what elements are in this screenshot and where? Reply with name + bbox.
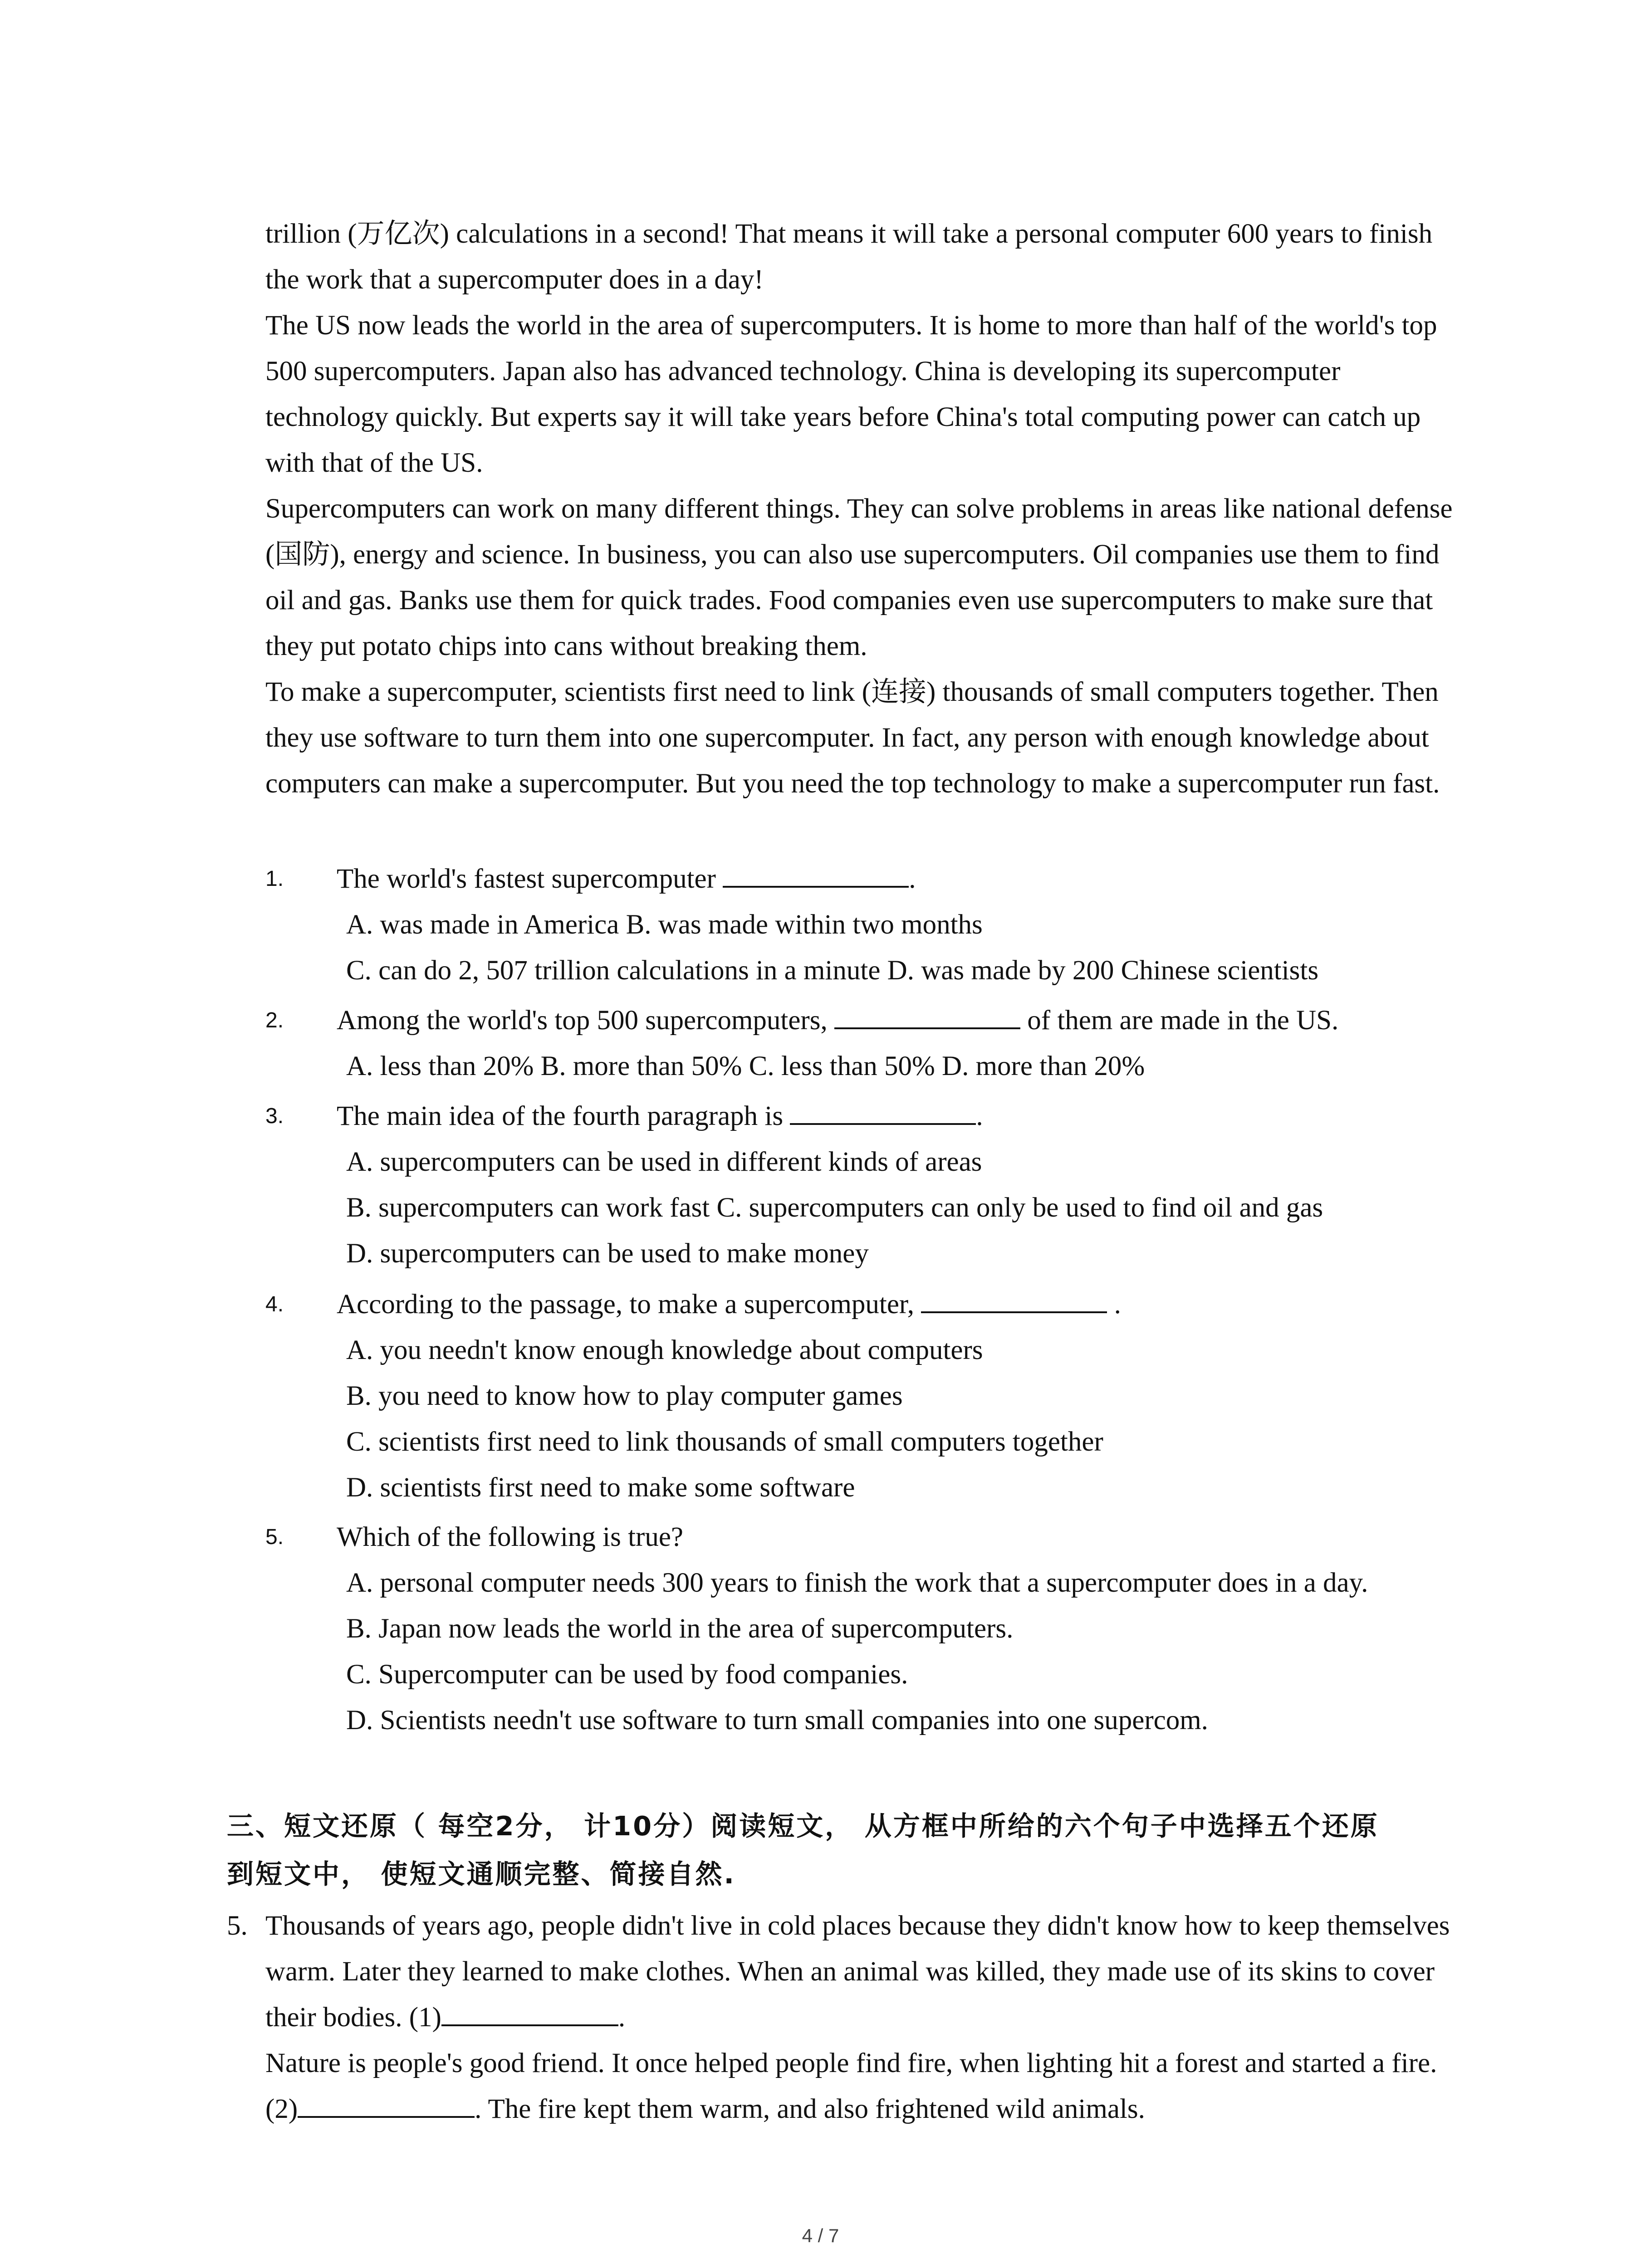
section-heading-line: 三、短文还原（ 每空2分， 计10分）阅读短文， 从方框中所给的六个句子中选择五个还原 <box>227 1810 1379 1842</box>
answer-blank[interactable] <box>834 999 1020 1029</box>
question-number: 1. <box>265 867 284 891</box>
page-number: 4 / 7 <box>802 2225 839 2246</box>
answer-blank[interactable] <box>921 1283 1107 1313</box>
option-line: A. personal computer needs 300 years to finish the work that a supercomputer does in a day. <box>346 1568 1368 1598</box>
question-5 <box>265 1514 1468 1743</box>
question-1 <box>265 856 1468 993</box>
option-line: B. you need to know how to play computer games <box>346 1381 903 1411</box>
option-line: A. you needn't know enough knowledge about computers <box>346 1335 983 1365</box>
passage-paragraph-2: The US now leads the world in the area of supercomputers. It is home to more than half of the world's top 500 supercomputers. Japan also has advanced technology. China is developing its supercomputer technology quickly. But experts say it will take years before China's total computing power can catch up with that of the US. <box>265 310 1437 478</box>
question-stem: Which of the following is true? <box>337 1522 683 1552</box>
passage-paragraph-3: Supercomputers can work on many different things. They can solve problems in areas like national defense (国防), energy and science. In business, you can also use supercomputers. Oil companies use them to find oil and gas. Banks use them for quick trades. Food companies even use supercomputers to make sure that they put potato chips into cans without breaking them. <box>265 494 1453 661</box>
passage-paragraph-4: To make a supercomputer, scientists first need to link (连接) thousands of small computers together. Then they use software to turn them into one supercomputer. In fact, any person with enough knowledge about computers can make a supercomputer. But you need the top technology to make a supercomputer run fast. <box>265 677 1440 799</box>
option-line: D. Scientists needn't use software to turn small companies into one supercom. <box>346 1705 1208 1735</box>
section-heading-line: 到短文中， 使短文通顺完整、简接自然. <box>227 1858 736 1890</box>
task-paragraph-1: Thousands of years ago, people didn't live in cold places because they didn't know how to keep themselves warm. Later they learned to make clothes. When an animal was killed, they made use of its skins to cover their bodies. (1) . <box>265 1911 1450 2033</box>
question-number: 2. <box>265 1008 284 1032</box>
option-line: D. supercomputers can be used to make money <box>346 1238 869 1269</box>
option-line: A. less than 20% B. more than 50% C. less than 50% D. more than 20% <box>346 1051 1145 1081</box>
question-number: 3. <box>265 1104 284 1128</box>
option-line: A. was made in America B. was made within two months <box>346 909 983 940</box>
question-4 <box>265 1281 1468 1510</box>
reading-passage <box>265 211 1454 807</box>
answer-blank[interactable] <box>723 858 909 888</box>
task-number: 5. <box>227 1911 248 1941</box>
option-line: B. Japan now leads the world in the area of supercomputers. <box>346 1613 1014 1644</box>
question-3 <box>265 1093 1468 1276</box>
answer-blank-1[interactable] <box>441 1996 618 2026</box>
answer-blank-2[interactable] <box>298 2088 475 2118</box>
question-stem: According to the passage, to make a supercomputer, . <box>337 1281 1468 1327</box>
question-2 <box>265 997 1468 1089</box>
passage-paragraph-1: trillion (万亿次) calculations in a second! That means it will take a personal computer 600 years to finish the work that a supercomputer does in a day! <box>265 219 1433 295</box>
option-line: A. supercomputers can be used in different kinds of areas <box>346 1147 982 1177</box>
option-line: C. scientists first need to link thousands of small computers together <box>346 1427 1103 1457</box>
task-5-passage <box>227 1903 1461 2132</box>
question-stem: Among the world's top 500 supercomputers, of them are made in the US. <box>337 997 1468 1043</box>
question-number: 5. <box>265 1525 284 1549</box>
question-stem: The main idea of the fourth paragraph is . <box>337 1093 1468 1139</box>
option-line: C. Supercomputer can be used by food companies. <box>346 1659 908 1690</box>
question-stem: The world's fastest supercomputer . <box>337 856 1468 902</box>
answer-blank[interactable] <box>790 1095 976 1125</box>
option-line: C. can do 2, 507 trillion calculations in a minute D. was made by 200 Chinese scientists <box>346 955 1319 986</box>
option-line: B. supercomputers can work fast C. supercomputers can only be used to find oil and gas <box>346 1193 1323 1223</box>
section-3-heading <box>227 1802 1461 1898</box>
question-number: 4. <box>265 1292 284 1316</box>
task-body <box>265 1903 1461 2132</box>
task-paragraph-2: Nature is people's good friend. It once helped people find fire, when lighting hit a forest and started a fire. (2) . The fire kept them warm, and also frightened wild animals. <box>265 2048 1437 2124</box>
option-line: D. scientists first need to make some software <box>346 1472 855 1503</box>
